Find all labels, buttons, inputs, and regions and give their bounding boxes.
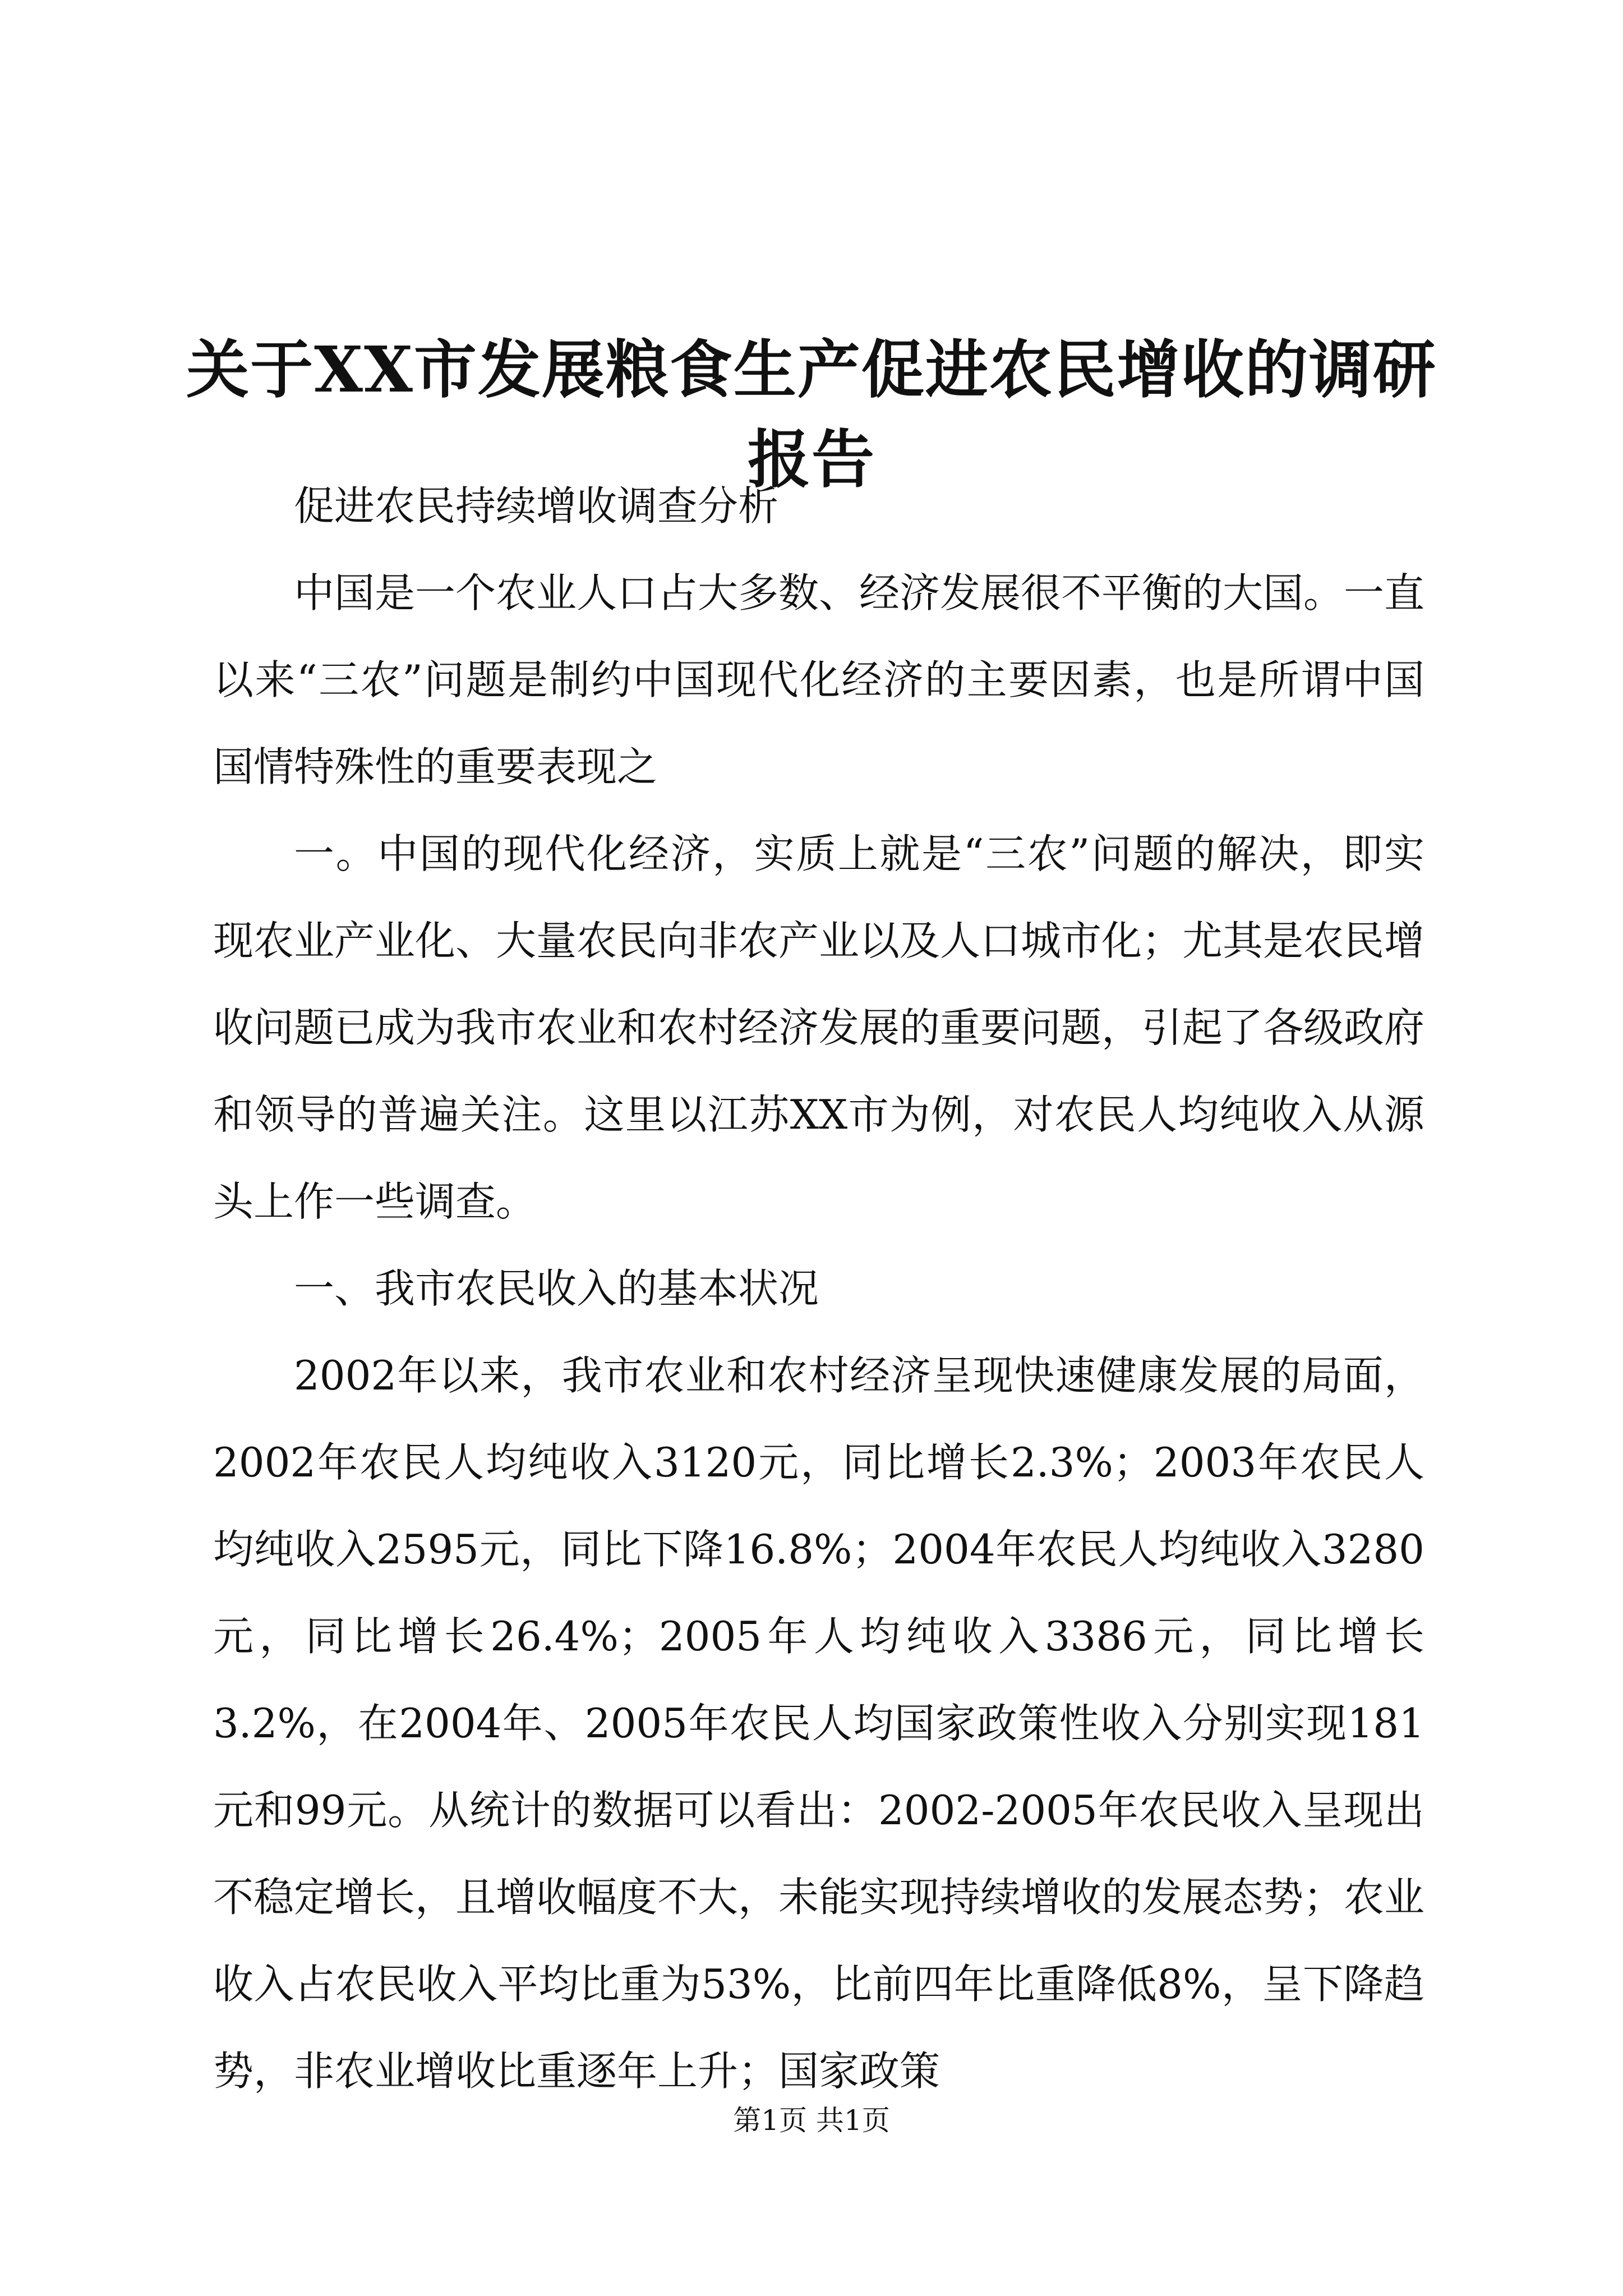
document-title: 关于XX市发展粮食生产促进农民增收的调研报告: [186, 333, 1437, 497]
page-footer: 第1页 共1页: [733, 2104, 890, 2137]
section-heading: 一、我市农民收入的基本状况: [294, 1265, 819, 1312]
paragraph-intro: 中国是一个农业人口占大多数、经济发展很不平衡的大国。一直以来“三农”问题是制约中国现代化经济的主要因素，也是所谓中国国情特殊性的重要表现之: [213, 569, 1425, 790]
document-body: [213, 463, 1424, 2115]
paragraph-context: 一。中国的现代化经济，实质上就是“三农”问题的解决，即实现农业产业化、大量农民向非农产业以及人口城市化；尤其是农民增收问题已成为我市农业和农村经济发展的重要问题，引起了各级政府和领导的普遍关注。这里以江苏XX市为例，对农民人均纯收入从源头上作一些调查。: [213, 830, 1425, 1225]
paragraph-subtitle: 促进农民持续增收调查分析: [294, 482, 779, 530]
paragraph-income-data: 2002年以来，我市农业和农村经济呈现快速健康发展的局面，2002年农民人均纯收入3120元，同比增长2.3%；2003年农民人均纯收入2595元，同比下降16.8%；2004年农民人均纯收入3280元，同比增长26.4%；2005年人均纯收入3386元，同比增长3.2%，在2004年、2005年农民人均国家政策性收入分别实现181元和99元。从统计的数据可以看出：2002-2005年农民收入呈现出不稳定增长，且增收幅度不大，未能实现持续增收的发展态势；农业收入占农民收入平均比重为53%，比前四年比重降低8%，呈下降趋势，非农业增收比重逐年上升；国家政策: [213, 1352, 1425, 2095]
